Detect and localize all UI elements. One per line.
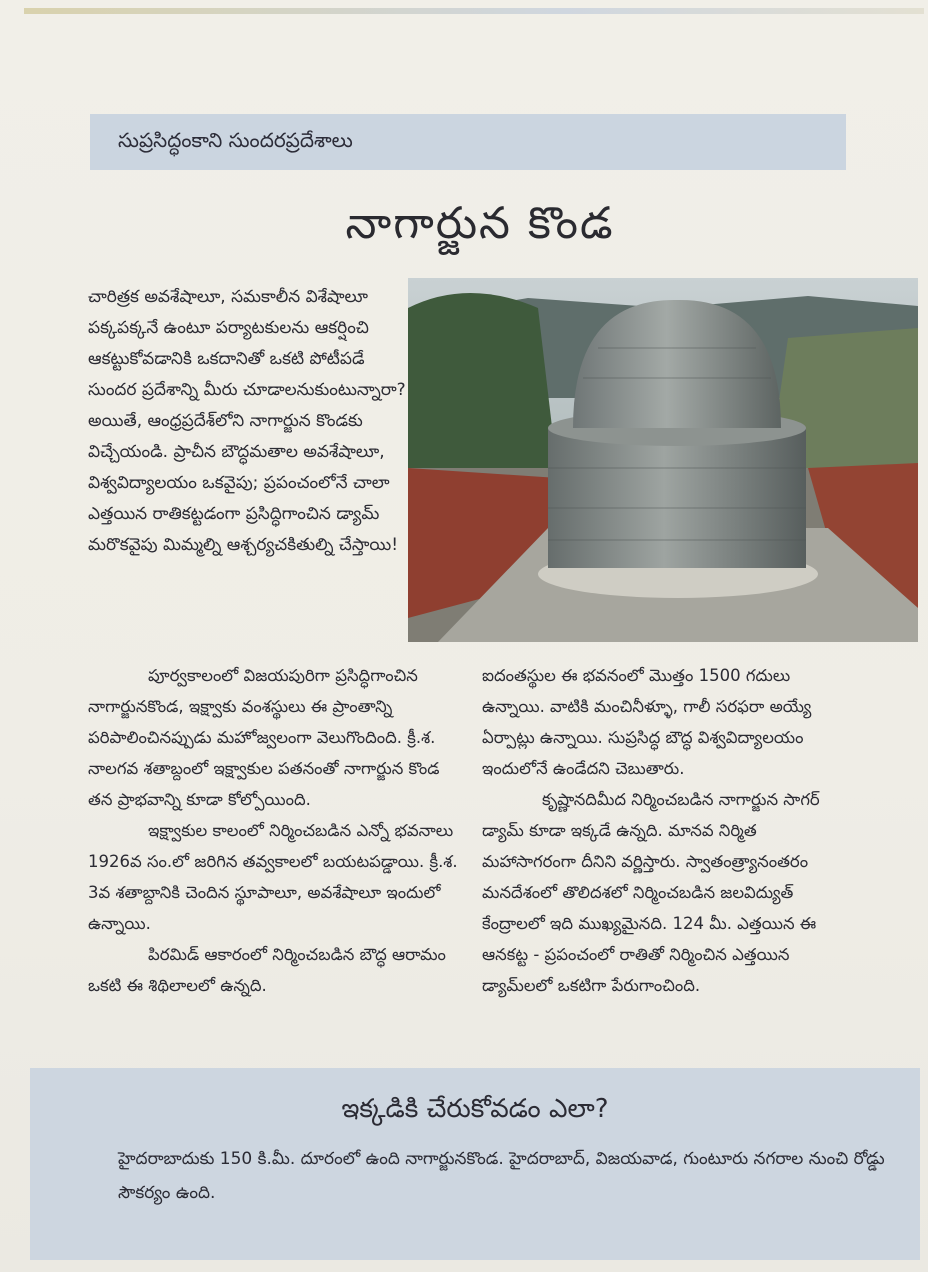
left-paragraph-2: ఇక్ష్వాకుల కాలంలో నిర్మించబడిన ఎన్నో భవనాలు 1926వ సం.లో జరిగిన తవ్వకాలలో బయటపడ్డాయి. క్రీ.శ. 3వ శతాబ్దానికి చెందిన స్థూపాలూ, అవశేషాలూ ఇందులో ఉన్నాయి. xyxy=(88,821,458,933)
how-to-reach-box xyxy=(30,1068,920,1260)
article-title: నాగార్జున కొండ xyxy=(345,198,615,249)
left-paragraph-3: పిరమిడ్ ఆకారంలో నిర్మించబడిన బౌద్ధ ఆరామం ఒకటి ఈ శిథిలాలలో ఉన్నది. xyxy=(88,945,446,995)
section-label: సుప్రసిద్ధంకాని సుందరప్రదేశాలు xyxy=(118,128,353,152)
stupa-photo xyxy=(408,278,918,642)
right-paragraph-1: ఐదంతస్థుల ఈ భవనంలో మొత్తం 1500 గదులు ఉన్నాయి. వాటికి మంచినీళ్ళూ, గాలీ సరఫరా అయ్యే ఏర్పాట్లు ఉన్నాయి. సుప్రసిద్ధ బౌద్ధ విశ్వవిద్యాలయం ఇందులోనే ఉండేదని చెబుతారు. xyxy=(482,666,812,778)
right-column xyxy=(482,660,852,1060)
how-to-reach-text: హైదరాబాదుకు 150 కి.మీ. దూరంలో ఉంది నాగార్జునకొండ. హైదరాబాద్, విజయవాడ, గుంటూరు నగరాల నుంచి రోడ్డు సౌకర్యం ఉంది. xyxy=(118,1149,885,1203)
left-paragraph-1: పూర్వకాలంలో విజయపురిగా ప్రసిద్ధిగాంచిన నాగార్జునకొండ, ఇక్ష్వాకు వంశస్థులు ఈ ప్రాంతాన్ని పరిపాలించినప్పుడు మహోజ్వలంగా వెలుగొందింది. క్రీ.శ. నాలగవ శతాబ్దంలో ఇక్ష్వాకుల పతనంతో నాగార్జున కొండ తన ప్రాభవాన్ని కూడా కోల్పోయింది. xyxy=(88,666,440,809)
intro-paragraph: చారిత్రక అవశేషాలూ, సమకాలీన విశేషాలూ పక్కపక్కనే ఉంటూ పర్యాటకులను ఆకర్షించి ఆకట్టుకోవడానికి ఒకదానితో ఒకటి పోటీపడే సుందర ప్రదేశాన్ని మీరు చూడాలనుకుంటున్నారా? అయితే, ఆంధ్రప్రదేశ్‌లోని నాగార్జున కొండకు విచ్చేయండి. ప్రాచీన బౌద్ధమతాల అవశేషాలూ, విశ్వవిద్యాలయం ఒకవైపు; ప్రపంచంలోనే చాలా ఎత్తయిన రాతికట్టడంగా ప్రసిద్ధిగాంచిన డ్యామ్ మరొకవైపు మిమ్మల్ని ఆశ్చర్యచకితుల్ని చేస్తాయి! xyxy=(88,287,406,555)
right-paragraph-2: కృష్ణానదిమీద నిర్మించబడిన నాగార్జున సాగర్ డ్యామ్ కూడా ఇక్కడే ఉన్నది. మానవ నిర్మిత మహాసాగరంగా దీనిని వర్ణిస్తారు. స్వాతంత్ర్యానంతరం మనదేశంలో తొలిదశలో నిర్మించబడిన జలవిద్యుత్ కేంద్రాలలో ఇది ముఖ్యమైనది. 124 మీ. ఎత్తయిన ఈ ఆనకట్ట - ప్రపంచంలో రాతితో నిర్మించిన ఎత్తయిన డ్యామ్‌లలో ఒకటిగా పేరుగాంచింది. xyxy=(482,790,820,995)
section-banner xyxy=(90,114,846,170)
how-to-reach-title: ఇక్కడికి చేరుకోవడం ఎలా? xyxy=(341,1094,609,1124)
stupa-illustration xyxy=(408,278,918,642)
top-rule xyxy=(24,8,924,14)
left-column xyxy=(88,660,458,1060)
